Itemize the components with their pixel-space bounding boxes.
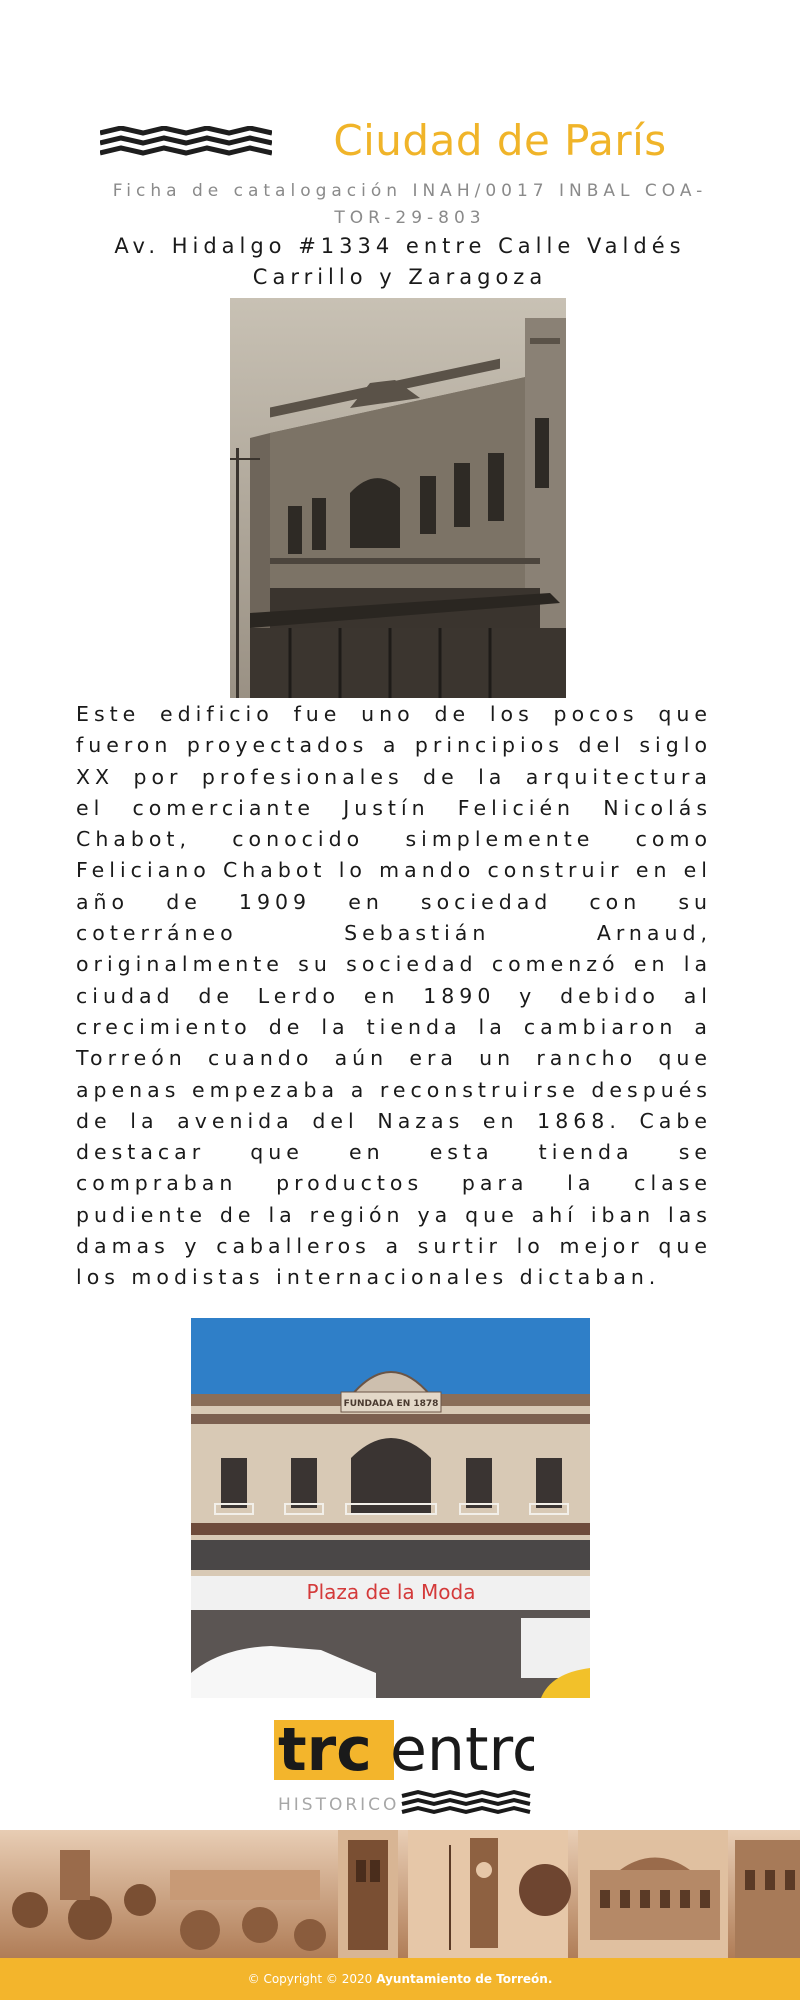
building-description: Este edificio fue uno de los pocos que fueron proyectados a principios del siglo XX por profesionales de la arquitectura el comerciante Justín Felicién Nicolás Chabot, conocido simplemente como Feliciano Chabot lo mando construir en el año de 1909 en sociedad con su coterráneo Sebastián Arnaud, originalmente su sociedad comenzó en la ciudad de Lerdo en 1890 y debido al crecimiento de la tienda la cambiaron a Torreón cuando aún era un rancho que apenas empezaba a reconstruirse después de la avenida del Nazas en 1868. Cabe destacar que en esta tienda se compraban productos para la clase pudiente de la región ya que ahí iban las damas y caballeros a surtir lo mejor que los modistas internacionales dictaban. [76, 702, 712, 1290]
building-address: Av. Hidalgo #1334 entre Calle Valdés Carrillo y Zaragoza [114, 234, 686, 289]
logo-trc-text: trc [278, 1718, 372, 1785]
store-sign: Plaza de la Moda [306, 1580, 476, 1604]
historic-panorama-banner [0, 1830, 800, 1958]
logo-entro-text: entro [390, 1718, 534, 1785]
footer-bar [0, 1958, 800, 2000]
trc-centro-historico-logo [274, 1718, 534, 1818]
page-title: Ciudad de París [333, 116, 667, 165]
catalog-reference: Ficha de catalogación INAH/0017 INBAL COA-TOR-29-803 [112, 181, 708, 228]
logo-subtitle: HISTORICO [278, 1795, 400, 1815]
historic-building-photo [230, 298, 566, 698]
footer-copyright: © Copyright © 2020 [247, 1972, 373, 1986]
footer-organization: Ayuntamiento de Torreón. [376, 1972, 553, 1986]
building-inscription: FUNDADA EN 1878 [343, 1399, 439, 1409]
wave-decoration-icon [100, 126, 272, 162]
current-building-photo [191, 1318, 590, 1698]
